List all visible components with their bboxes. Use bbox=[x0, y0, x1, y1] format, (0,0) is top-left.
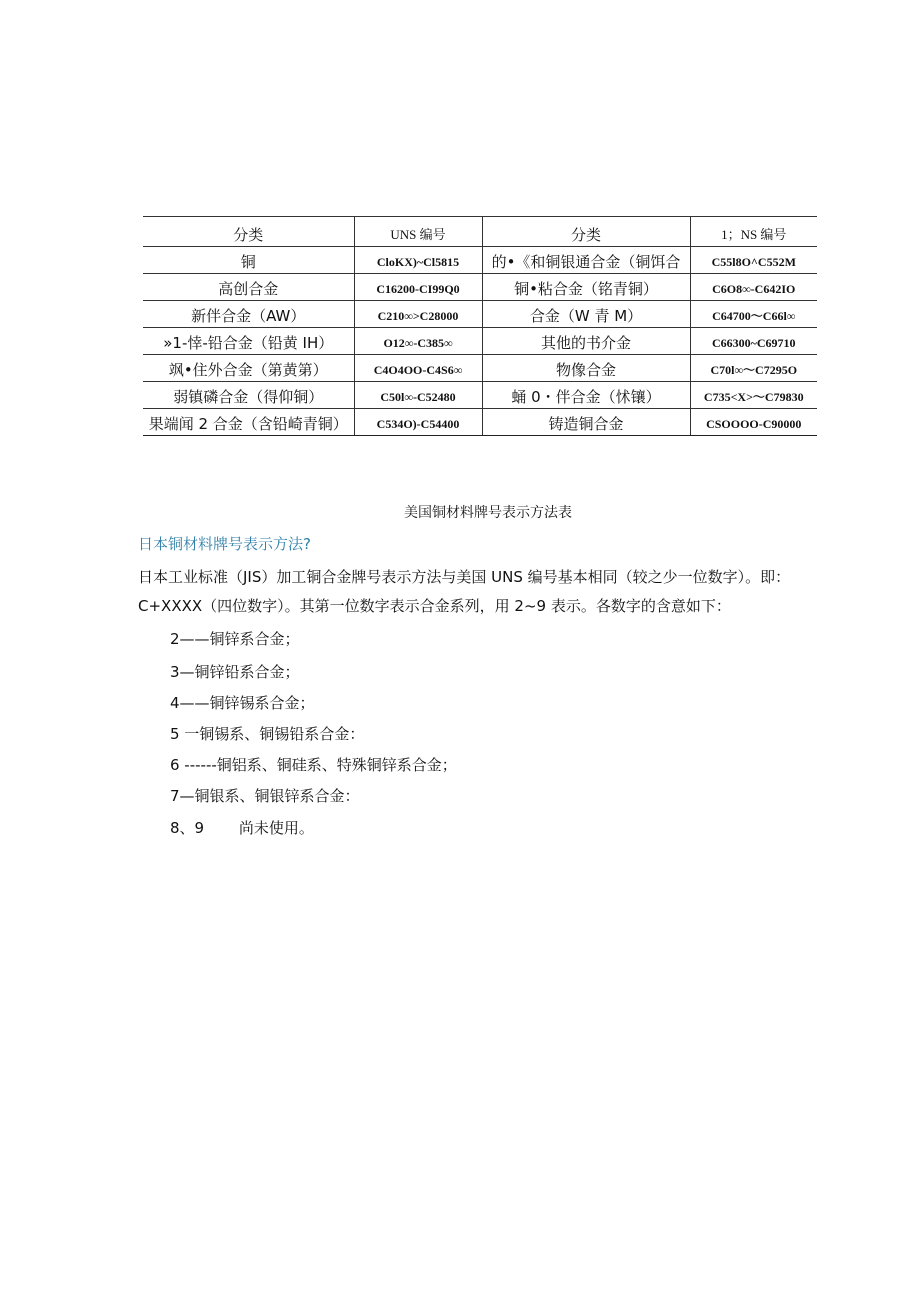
table-row bbox=[143, 301, 817, 328]
table-row bbox=[143, 247, 817, 274]
table-cell: 高创合金 bbox=[143, 274, 354, 301]
table-cell: 果端闻 2 合金（含铅崎青铜） bbox=[143, 409, 354, 436]
table-cell: 弱镇磷合金（得仰铜） bbox=[143, 382, 354, 409]
table-cell: 铜•粘合金（铭青铜） bbox=[482, 274, 690, 301]
table-cell: C6O8∞-C642IO bbox=[690, 274, 817, 301]
header-category-2: 分类 bbox=[482, 217, 690, 247]
table-cell: CloKX)~Cl5815 bbox=[354, 247, 482, 274]
table-caption: 美国铜材料牌号表示方法表 bbox=[404, 505, 572, 521]
list-item: 7—铜银系、铜银锌系合金： bbox=[170, 787, 360, 805]
table-row bbox=[143, 328, 817, 355]
table-row bbox=[143, 382, 817, 409]
list-item: 2——铜锌系合金； bbox=[170, 630, 300, 648]
table-cell: C70l∞～C7295O bbox=[690, 355, 817, 382]
table-row bbox=[143, 409, 817, 436]
table-cell: C735<X>～C79830 bbox=[690, 382, 817, 409]
table-cell: 蛹 0・伴合金（怵镶） bbox=[482, 382, 690, 409]
table-cell: 其他的书介金 bbox=[482, 328, 690, 355]
table-cell: C55l8O^C552M bbox=[690, 247, 817, 274]
header-uns-number-1: UNS 编号 bbox=[354, 217, 482, 247]
table-row bbox=[143, 274, 817, 301]
table-cell: 物像合金 bbox=[482, 355, 690, 382]
header-category-1: 分类 bbox=[143, 217, 354, 247]
table-cell: C64700～C66l∞ bbox=[690, 301, 817, 328]
list-item: 3—铜锌铅系合金； bbox=[170, 663, 300, 681]
table-cell: C4O4OO-C4S6∞ bbox=[354, 355, 482, 382]
paragraph-line-2: C+XXXX（四位数字）。其第一位数字表示合金系列，用 2~9 表示。各数字的含意如下： bbox=[138, 597, 731, 615]
paragraph-line-1: 日本工业标准（JIS）加工铜合金牌号表示方法与美国 UNS 编号基本相同（较之少一位数字）。即： bbox=[138, 568, 791, 586]
table-cell: C534O)-C54400 bbox=[354, 409, 482, 436]
section-heading: 日本铜材料牌号表示方法? bbox=[138, 535, 311, 553]
table-cell: C16200-CI99Q0 bbox=[354, 274, 482, 301]
table-cell: »1-悻-铅合金（铅黄 IH） bbox=[143, 328, 354, 355]
table-cell: C210∞>C28000 bbox=[354, 301, 482, 328]
table-cell: 新伴合金（AW） bbox=[143, 301, 354, 328]
table-cell: 铜 bbox=[143, 247, 354, 274]
table-cell: O12∞-C385∞ bbox=[354, 328, 482, 355]
table-row bbox=[143, 355, 817, 382]
table-cell: CSOOOO-C90000 bbox=[690, 409, 817, 436]
table-cell: C66300~C69710 bbox=[690, 328, 817, 355]
table-cell: C50l∞-C52480 bbox=[354, 382, 482, 409]
table-cell: 的•《和铜银通合金（铜饵合 bbox=[482, 247, 690, 274]
table-header-row bbox=[143, 217, 817, 247]
table-cell: 合金（W 青 M） bbox=[482, 301, 690, 328]
uns-designation-table bbox=[143, 216, 817, 436]
table-cell: 铸造铜合金 bbox=[482, 409, 690, 436]
list-item: 6 ------铜铝系、铜硅系、特殊铜锌系合金； bbox=[170, 756, 457, 774]
list-item: 8、9 尚未使用。 bbox=[170, 819, 314, 837]
table-cell: 飒•住外合金（第黄第） bbox=[143, 355, 354, 382]
header-uns-number-2: 1；NS 编号 bbox=[690, 217, 817, 247]
list-item: 5 一铜锡系、铜锡铅系合金： bbox=[170, 725, 365, 743]
list-item: 4——铜锌锡系合金； bbox=[170, 694, 315, 712]
